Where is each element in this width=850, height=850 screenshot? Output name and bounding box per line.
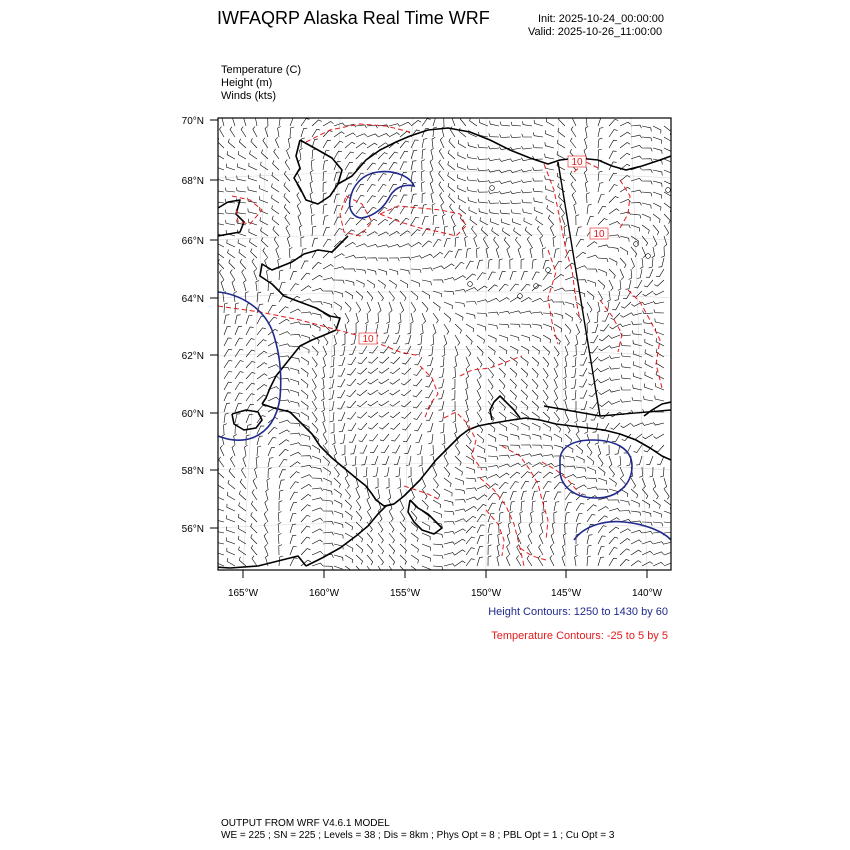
field-temperature-label: Temperature (C) <box>221 64 302 76</box>
temp-contour-label: 10 <box>362 334 374 345</box>
valid-time: Valid: 2025-10-26_11:00:00 <box>528 26 663 38</box>
chart-title: IWFAQRP Alaska Real Time WRF <box>217 8 490 28</box>
temperature-contour-legend: Temperature Contours: -25 to 5 by 5 <box>491 630 668 642</box>
lat-label: 66°N <box>181 236 204 247</box>
lat-label: 70°N <box>181 116 204 127</box>
lon-label: 165°W <box>227 588 259 599</box>
longitude-ticks <box>243 570 647 578</box>
field-winds-label: Winds (kts) <box>221 90 276 102</box>
lon-label: 145°W <box>550 588 582 599</box>
lat-label: 64°N <box>181 294 204 305</box>
lat-label: 60°N <box>181 409 204 420</box>
lon-label: 140°W <box>631 588 663 599</box>
lat-label: 56°N <box>181 524 204 535</box>
model-info: OUTPUT FROM WRF V4.6.1 MODEL <box>221 818 390 829</box>
lat-label: 62°N <box>181 351 204 362</box>
lon-label: 160°W <box>308 588 340 599</box>
temp-contour-label: 10 <box>593 229 605 240</box>
longitude-labels <box>228 588 663 599</box>
field-height-label: Height (m) <box>221 77 273 89</box>
model-settings: WE = 225 ; SN = 225 ; Levels = 38 ; Dis = 8km ; Phys Opt = 8 ; PBL Opt = 1 ; Cu Opt = 3 <box>221 830 615 841</box>
latitude-labels <box>182 116 204 535</box>
lon-label: 155°W <box>389 588 421 599</box>
lat-label: 58°N <box>181 466 204 477</box>
temp-contour-label: 10 <box>571 157 583 168</box>
lat-label: 68°N <box>181 176 204 187</box>
latitude-ticks <box>210 120 218 528</box>
init-time: Init: 2025-10-24_00:00:00 <box>538 13 664 25</box>
lon-label: 150°W <box>470 588 502 599</box>
height-contour-legend: Height Contours: 1250 to 1430 by 60 <box>488 606 668 618</box>
